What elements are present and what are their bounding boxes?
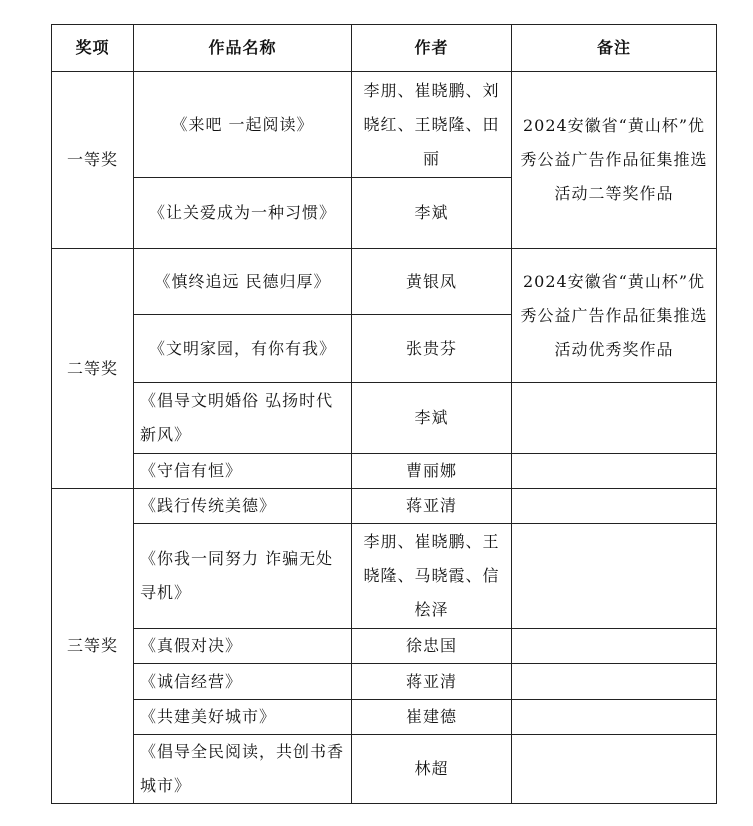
- table-row: [52, 664, 717, 700]
- remark-empty: [512, 454, 717, 489]
- work-author: 林超: [352, 735, 512, 804]
- remark-empty: [512, 489, 717, 524]
- table-row: [52, 454, 717, 489]
- work-title: 《倡导文明婚俗 弘扬时代新风》: [134, 383, 352, 454]
- work-title: 《来吧 一起阅读》: [134, 72, 352, 178]
- header-row: [52, 25, 717, 72]
- work-title: 《文明家园，有你有我》: [134, 315, 352, 383]
- remark-empty: [512, 664, 717, 700]
- remark-empty: [512, 735, 717, 804]
- work-author: 蒋亚清: [352, 664, 512, 700]
- remark-empty: [512, 629, 717, 664]
- work-title: 《让关爱成为一种习惯》: [134, 178, 352, 249]
- header-remark: 备注: [512, 25, 717, 72]
- header-author: 作者: [352, 25, 512, 72]
- work-title: 《倡导全民阅读，共创书香城市》: [134, 735, 352, 804]
- table-row: [52, 735, 717, 804]
- work-author: 李朋、崔晓鹏、王晓隆、马晓霞、信桧泽: [352, 524, 512, 629]
- table-row: [52, 249, 717, 315]
- header-award: 奖项: [52, 25, 134, 72]
- awards-table: [51, 24, 717, 804]
- table-row: [52, 700, 717, 735]
- award-third: 三等奖: [52, 489, 134, 804]
- work-author: 李斌: [352, 178, 512, 249]
- remark-second: 2024安徽省“黄山杯”优秀公益广告作品征集推选活动优秀奖作品: [512, 249, 717, 383]
- work-author: 李斌: [352, 383, 512, 454]
- remark-empty: [512, 700, 717, 735]
- work-title: 《守信有恒》: [134, 454, 352, 489]
- table-row: [52, 489, 717, 524]
- remark-empty: [512, 524, 717, 629]
- work-title: 《践行传统美德》: [134, 489, 352, 524]
- work-author: 崔建德: [352, 700, 512, 735]
- header-title: 作品名称: [134, 25, 352, 72]
- remark-empty: [512, 383, 717, 454]
- work-author: 张贵芬: [352, 315, 512, 383]
- work-author: 蒋亚清: [352, 489, 512, 524]
- work-title: 《你我一同努力 诈骗无处寻机》: [134, 524, 352, 629]
- work-author: 徐忠国: [352, 629, 512, 664]
- work-title: 《真假对决》: [134, 629, 352, 664]
- award-first: 一等奖: [52, 72, 134, 249]
- work-title: 《共建美好城市》: [134, 700, 352, 735]
- work-author: 黄银凤: [352, 249, 512, 315]
- award-second: 二等奖: [52, 249, 134, 489]
- table-row: [52, 629, 717, 664]
- remark-first: 2024安徽省“黄山杯”优秀公益广告作品征集推选活动二等奖作品: [512, 72, 717, 249]
- table-row: [52, 383, 717, 454]
- table-row: [52, 524, 717, 629]
- table-row: [52, 72, 717, 178]
- work-author: 李朋、崔晓鹏、刘晓红、王晓隆、田丽: [352, 72, 512, 178]
- work-title: 《诚信经营》: [134, 664, 352, 700]
- work-author: 曹丽娜: [352, 454, 512, 489]
- work-title: 《慎终追远 民德归厚》: [134, 249, 352, 315]
